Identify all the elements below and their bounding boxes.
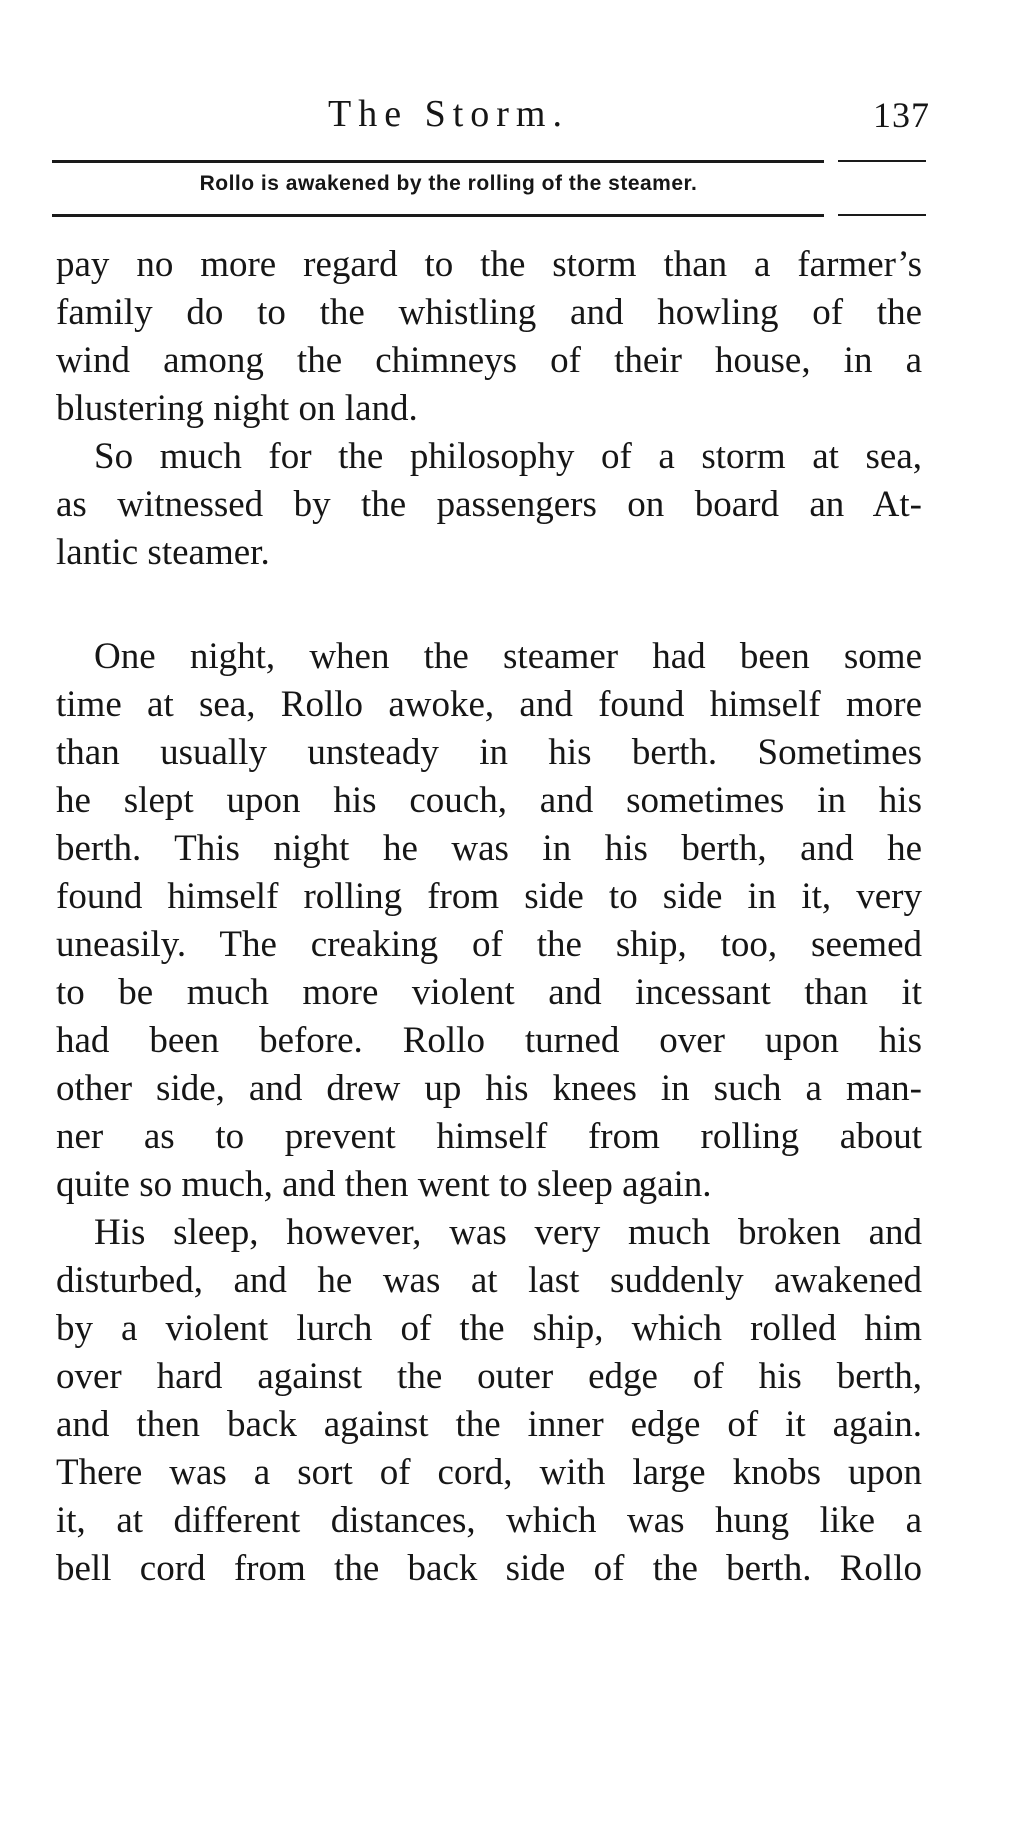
header-rule-bottom-right	[838, 214, 926, 216]
header-rule-top-right	[838, 160, 926, 162]
header-rule-bottom	[52, 214, 824, 217]
paragraph-4	[56, 1209, 922, 1593]
text-line: family do to the whistling and howling of the	[56, 292, 922, 333]
text-line: and then back against the inner edge of it again.	[56, 1404, 922, 1445]
text-line: as witnessed by the passengers on board an At-	[56, 484, 922, 525]
text-line: than usually unsteady in his berth. Sometimes	[56, 732, 922, 773]
text-line: found himself rolling from side to side in it, very	[56, 876, 922, 917]
text-line: ner as to prevent himself from rolling about	[56, 1116, 922, 1157]
text-line: it, at different distances, which was hung like a	[56, 1500, 922, 1541]
text-line: by a violent lurch of the ship, which rolled him	[56, 1308, 922, 1349]
text-line: berth. This night he was in his berth, and he	[56, 828, 922, 869]
text-line: One night, when the steamer had been some	[94, 636, 922, 677]
text-line: blustering night on land.	[56, 388, 418, 429]
text-line: wind among the chimneys of their house, in a	[56, 340, 922, 381]
page-number: 137	[873, 95, 930, 135]
text-line: His sleep, however, was very much broken and	[94, 1212, 922, 1253]
text-line: pay no more regard to the storm than a farmer’s	[56, 244, 922, 285]
paragraph-2	[56, 433, 922, 577]
text-line: uneasily. The creaking of the ship, too, seemed	[56, 924, 922, 965]
text-line: quite so much, and then went to sleep again.	[56, 1164, 712, 1205]
chapter-summary: Rollo is awakened by the rolling of the steamer.	[199, 172, 698, 195]
text-line: bell cord from the back side of the berth. Rollo	[56, 1548, 922, 1589]
text-line: disturbed, and he was at last suddenly awakened	[56, 1260, 922, 1301]
text-line: other side, and drew up his knees in such a man-	[56, 1068, 922, 1109]
text-line: to be much more violent and incessant than it	[56, 972, 922, 1013]
paragraph-3	[56, 633, 922, 1209]
paragraph-1	[56, 241, 922, 433]
text-line: time at sea, Rollo awoke, and found himself more	[56, 684, 922, 725]
running-title-text: The Storm.	[328, 93, 569, 135]
text-line: over hard against the outer edge of his berth,	[56, 1356, 922, 1397]
text-line: he slept upon his couch, and sometimes in his	[56, 780, 922, 821]
text-line: lantic steamer.	[56, 532, 270, 573]
text-line: There was a sort of cord, with large knobs upon	[56, 1452, 922, 1493]
running-title	[0, 92, 957, 136]
header-rule-top	[52, 160, 824, 163]
text-line: had been before. Rollo turned over upon his	[56, 1020, 922, 1061]
text-line: So much for the philosophy of a storm at sea,	[94, 436, 922, 477]
